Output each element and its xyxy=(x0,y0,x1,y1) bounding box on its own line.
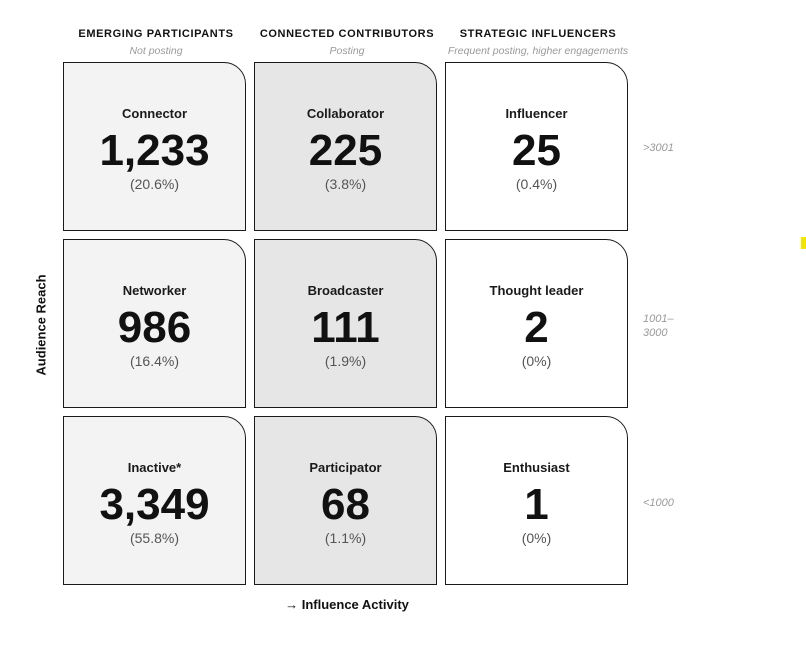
cell-percentage: (0%) xyxy=(521,353,552,369)
column-header-strategic xyxy=(445,28,631,57)
cell-value: 1,233 xyxy=(99,126,210,175)
cell-label: Networker xyxy=(122,283,187,298)
column-subtitle: Posting xyxy=(329,45,365,57)
row-label-low-reach: <1000 xyxy=(643,497,674,509)
cell-percentage: (0.4%) xyxy=(515,176,558,192)
matrix-cell-influencer xyxy=(445,62,628,231)
cell-value: 25 xyxy=(512,126,561,175)
cell-value: 986 xyxy=(117,303,192,352)
cell-label: Thought leader xyxy=(489,283,584,298)
cell-percentage: (0%) xyxy=(521,530,552,546)
cell-percentage: (16.4%) xyxy=(129,353,180,369)
cell-label: Collaborator xyxy=(306,106,385,121)
cell-value: 1 xyxy=(524,480,549,529)
matrix-cell-enthusiast xyxy=(445,416,628,585)
matrix-cell-thought-leader xyxy=(445,239,628,408)
cell-label: Participator xyxy=(309,460,382,475)
highlight-marker xyxy=(801,237,806,249)
matrix-cell-collaborator xyxy=(254,62,437,231)
column-title: EMERGING PARTICIPANTS xyxy=(78,28,234,40)
cell-label: Inactive* xyxy=(127,460,182,475)
cell-label: Broadcaster xyxy=(307,283,384,298)
cell-label: Connector xyxy=(122,106,187,121)
column-header-emerging xyxy=(63,28,249,57)
cell-value: 68 xyxy=(321,480,370,529)
column-subtitle: Not posting xyxy=(129,45,183,57)
cell-percentage: (1.1%) xyxy=(324,530,367,546)
matrix-cell-inactive xyxy=(63,416,246,585)
cell-percentage: (3.8%) xyxy=(324,176,367,192)
x-axis-label: → Influence Activity xyxy=(285,597,409,612)
column-subtitle: Frequent posting, higher engagements xyxy=(447,45,629,57)
cell-value: 2 xyxy=(524,303,549,352)
row-label-high-reach: >3001 xyxy=(643,142,674,154)
cell-value: 225 xyxy=(308,126,383,175)
cell-label: Influencer xyxy=(505,106,568,121)
column-header-connected xyxy=(254,28,440,57)
cell-value: 111 xyxy=(311,303,380,352)
row-label-mid-reach: 1001– 3000 xyxy=(643,313,674,339)
cell-percentage: (1.9%) xyxy=(324,353,367,369)
y-axis-label: Audience Reach xyxy=(33,274,49,376)
column-title: STRATEGIC INFLUENCERS xyxy=(459,28,617,40)
matrix-cell-broadcaster xyxy=(254,239,437,408)
cell-percentage: (55.8%) xyxy=(129,530,180,546)
cell-label: Enthusiast xyxy=(503,460,570,475)
cell-percentage: (20.6%) xyxy=(129,176,180,192)
matrix-cell-networker xyxy=(63,239,246,408)
matrix-cell-participator xyxy=(254,416,437,585)
matrix-cell-connector xyxy=(63,62,246,231)
column-title: CONNECTED CONTRIBUTORS xyxy=(259,28,435,40)
cell-value: 3,349 xyxy=(99,480,210,529)
